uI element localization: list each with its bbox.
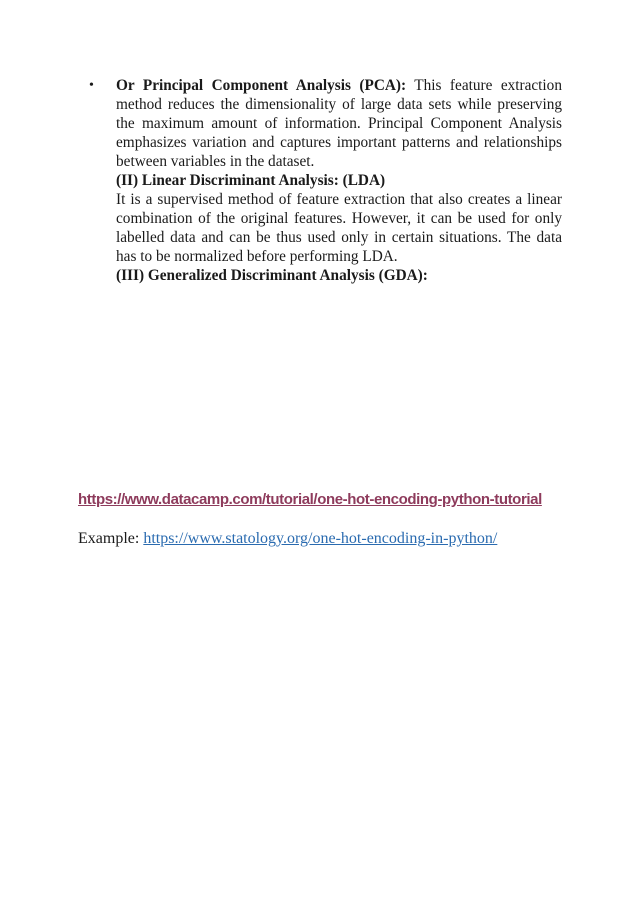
feature-extraction-section (89, 76, 562, 285)
pca-body: This feature extraction method reduces the dimensionality of large data sets while preserving the maximum amount of information. Principal Component Analysis emphasizes variation and captures important patterns and relationships between variables in the dataset. (116, 77, 562, 170)
bullet-icon: • (89, 78, 94, 93)
datacamp-link[interactable]: https://www.datacamp.com/tutorial/one-hot-encoding-python-tutorial (78, 491, 542, 508)
gda-title: (III) Generalized Discriminant Analysis (GDA): (116, 267, 428, 284)
example-line (78, 530, 497, 548)
pca-title: Or Principal Component Analysis (PCA): (116, 77, 407, 94)
bullet-content (116, 76, 562, 285)
lda-title: (II) Linear Discriminant Analysis: (LDA) (116, 172, 386, 189)
statology-link[interactable]: https://www.statology.org/one-hot-encoding-in-python/ (143, 530, 498, 547)
pca-paragraph (116, 76, 562, 171)
lda-body: It is a supervised method of feature extraction that also creates a linear combination of the original features. However, it can be used for only labelled data and can be thus used only in certain situations. The data has to be normalized before performing LDA. (116, 191, 562, 265)
example-label: Example: (78, 530, 144, 547)
